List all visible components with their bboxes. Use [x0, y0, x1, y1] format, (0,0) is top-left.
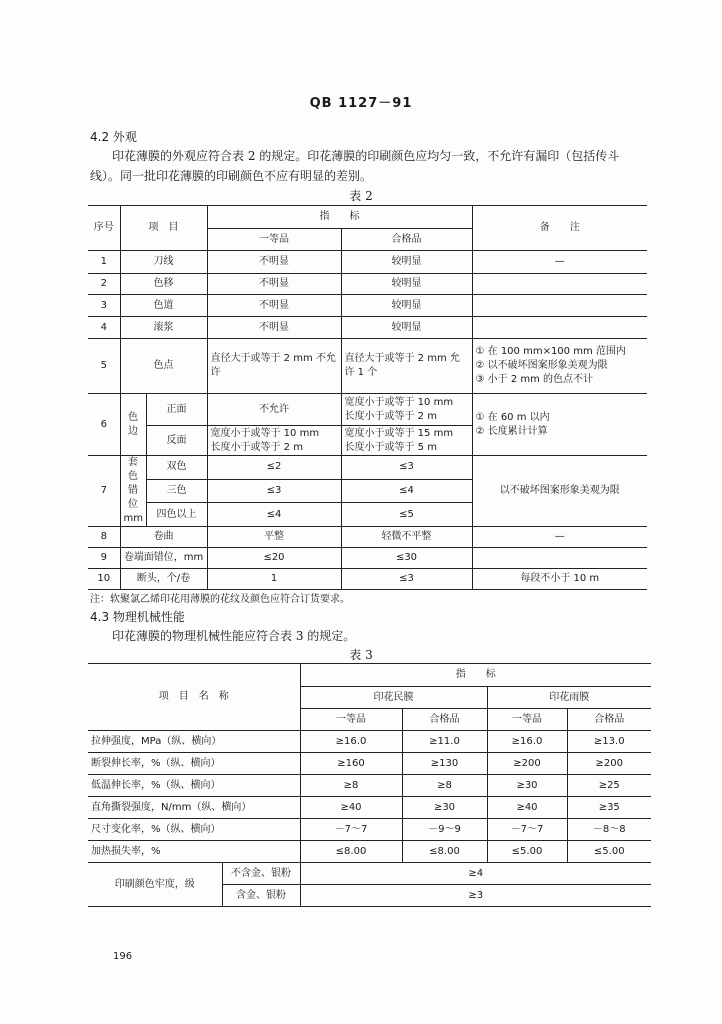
t2-r6-qual2-a: 宽度小于或等于 15 mm: [344, 427, 454, 439]
t2-r8-qual: 轻微不平整: [341, 527, 472, 548]
t2-r7-qual2: ≤4: [341, 479, 472, 503]
t2-r2-item: 色移: [120, 274, 207, 295]
t3-row-value: －8～8: [567, 819, 651, 841]
t3-row-value: ≥35: [567, 797, 651, 819]
t2-r8-first: 平整: [207, 527, 341, 548]
t2-r1-first: 不明显: [207, 251, 341, 274]
page-number: 196: [113, 951, 133, 962]
t3-row-value: ≥200: [567, 753, 651, 775]
t2-r7-qual3: ≤5: [341, 503, 472, 527]
t3-fastness-val2: ≥3: [300, 885, 651, 907]
t3-row-value: ≥40: [487, 797, 567, 819]
t2-r5-first: 直径大于或等于 2 mm 不允许: [207, 339, 341, 394]
t3-row-value: －7～7: [487, 819, 567, 841]
t2-r7-sub3: 四色以上: [146, 503, 207, 527]
t3-row-value: ≥16.0: [300, 731, 402, 753]
t2-r1-no: 1: [88, 251, 120, 274]
table2-caption: 表 2: [349, 189, 373, 203]
section-4-2-line1: 印花薄膜的外观应符合表 2 的规定。印花薄膜的印刷颜色应均匀一致，不允许有漏印（包括传斗: [112, 149, 620, 163]
t2-r5-no: 5: [88, 339, 120, 394]
t2-r7-sub2: 三色: [146, 479, 207, 503]
t3-header-index: 指 标: [300, 664, 651, 687]
t3-row-value: ≤5.00: [567, 841, 651, 863]
t2-r6-first2: [207, 426, 341, 456]
t3-row-name: 断裂伸长率，%（纵、横向）: [88, 753, 300, 775]
t3-header-roof-first: 一等品: [487, 709, 567, 731]
t2-r7-item: [120, 456, 146, 527]
table2-note: 注：软聚氯乙烯印花用薄膜的花纹及颜色应符合订货要求。: [90, 594, 350, 605]
t2-r5-remark-2: ② 以不破坏图案形象美观为限: [475, 360, 608, 371]
t2-r4-first: 不明显: [207, 317, 341, 339]
t2-r4-remark: [472, 317, 647, 339]
t2-r2-first: 不明显: [207, 274, 341, 295]
t2-r5-qual: 直径大于或等于 2 mm 允许 1 个: [341, 339, 472, 394]
t2-header-item: 项 目: [120, 206, 207, 251]
t2-r9-qual: ≤30: [341, 548, 472, 569]
t3-row-value: －9～9: [402, 819, 487, 841]
t2-r6-remark-2: ② 长度累计计算: [475, 425, 548, 437]
t2-r6-sub1: 正面: [146, 394, 207, 426]
t3-row-value: ≥30: [402, 797, 487, 819]
t3-row-value: ≥200: [487, 753, 567, 775]
t3-header-roof: 印花雨膜: [487, 687, 651, 709]
t2-r3-qual: 较明显: [341, 295, 472, 317]
t2-r9-item: 卷端面错位，mm: [120, 548, 207, 569]
t2-r7-first3: ≤4: [207, 503, 341, 527]
section-4-2-heading: 4.2 外观: [90, 130, 137, 144]
t2-r5-remark: [472, 339, 647, 394]
t2-r10-no: 10: [88, 569, 120, 590]
t2-r3-no: 3: [88, 295, 120, 317]
t3-row-value: ≥25: [567, 775, 651, 797]
t2-r8-item: 卷曲: [120, 527, 207, 548]
t3-row-value: ≤8.00: [402, 841, 487, 863]
t2-r6-qual2-b: 长度小于或等于 5 m: [344, 441, 437, 453]
t3-row-name: 低温伸长率，%（纵、横向）: [88, 775, 300, 797]
standard-header: QB 1127－91: [309, 96, 413, 111]
t3-row-value: ≥160: [300, 753, 402, 775]
t3-row-value: ≥11.0: [402, 731, 487, 753]
t2-r6-qual1-a: 宽度小于或等于 10 mm: [344, 396, 454, 408]
t3-row-value: ≥13.0: [567, 731, 651, 753]
t2-r1-item: 刀线: [120, 251, 207, 274]
t2-r9-no: 9: [88, 548, 120, 569]
t3-row-name: 直角撕裂强度，N/mm（纵、横向）: [88, 797, 300, 819]
t2-r4-qual: 较明显: [341, 317, 472, 339]
t2-r6-qual2: [341, 426, 472, 456]
t3-row-value: ≥8: [300, 775, 402, 797]
t2-r3-first: 不明显: [207, 295, 341, 317]
t2-r10-first: 1: [207, 569, 341, 590]
section-4-3-body: [90, 626, 665, 646]
t2-r10-qual: ≤3: [341, 569, 472, 590]
t2-r8-no: 8: [88, 527, 120, 548]
t3-fastness-sub1: 不含金、银粉: [222, 863, 300, 885]
t2-r5-remark-3: ③ 小于 2 mm 的色点不计: [475, 374, 594, 385]
t2-r6-first2-b: 长度小于或等于 2 m: [210, 441, 303, 453]
t2-r6-first1: 不允许: [207, 394, 341, 426]
t2-header-no: 序号: [88, 206, 120, 251]
t2-r9-first: ≤20: [207, 548, 341, 569]
t3-header-item: 项 目 名 称: [88, 664, 300, 731]
t2-r7-first1: ≤2: [207, 456, 341, 480]
t2-r6-item: 色边: [120, 394, 146, 456]
t2-r6-remark-1: ① 在 60 m 以内: [475, 411, 550, 423]
t3-header-roof-qual: 合格品: [567, 709, 651, 731]
t3-header-civil-first: 一等品: [300, 709, 402, 731]
t2-r1-remark: —: [472, 251, 647, 274]
t3-row-value: ≤5.00: [487, 841, 567, 863]
t2-r7-item-2: 错位: [128, 485, 138, 510]
t2-r4-no: 4: [88, 317, 120, 339]
t2-r10-remark: 每段不小于 10 m: [472, 569, 647, 590]
t2-header-qual: 合格品: [341, 229, 472, 251]
t2-header-first: 一等品: [207, 229, 341, 251]
t2-header-remark: 备 注: [472, 206, 647, 251]
t2-r9-remark: [472, 548, 647, 569]
t2-r6-qual1: [341, 394, 472, 426]
t2-r6-remark: [472, 394, 647, 456]
t2-r8-remark: —: [472, 527, 647, 548]
t2-r5-item: 色点: [120, 339, 207, 394]
t3-fastness-name: 印刷颜色牢度，级: [88, 863, 222, 907]
t2-r2-qual: 较明显: [341, 274, 472, 295]
t2-r10-item: 断头，个/卷: [120, 569, 207, 590]
t3-row-name: 尺寸变化率，%（纵、横向）: [88, 819, 300, 841]
t2-r5-remark-1: ① 在 100 mm×100 mm 范围内: [475, 346, 626, 357]
table-2: [88, 205, 647, 590]
t2-r6-no: 6: [88, 394, 120, 456]
t2-r7-item-1: 套色: [128, 457, 138, 482]
t3-header-civil-qual: 合格品: [402, 709, 487, 731]
t3-row-value: ≥40: [300, 797, 402, 819]
t2-r4-item: 滚浆: [120, 317, 207, 339]
section-4-2-body: [90, 146, 665, 186]
t2-r7-first2: ≤3: [207, 479, 341, 503]
t2-r6-sub2: 反面: [146, 426, 207, 456]
t3-header-civil: 印花民膜: [300, 687, 487, 709]
t3-row-value: ≥30: [487, 775, 567, 797]
section-4-3-heading: 4.3 物理机械性能: [90, 610, 185, 624]
t2-r3-item: 色道: [120, 295, 207, 317]
t3-row-value: ≥130: [402, 753, 487, 775]
t2-r7-item-3: mm: [123, 513, 143, 524]
t2-r7-remark: 以不破坏图案形象美观为限: [472, 456, 647, 527]
t3-row-value: －7～7: [300, 819, 402, 841]
section-4-2-line2: 线）。同一批印花薄膜的印刷颜色不应有明显的差别。: [90, 169, 373, 183]
t2-r7-qual1: ≤3: [341, 456, 472, 480]
t2-r1-qual: 较明显: [341, 251, 472, 274]
t3-row-value: ≥16.0: [487, 731, 567, 753]
t3-fastness-sub2: 含金、银粉: [222, 885, 300, 907]
t3-row-name: 加热损失率，%: [88, 841, 300, 863]
t3-fastness-val1: ≥4: [300, 863, 651, 885]
t2-r2-no: 2: [88, 274, 120, 295]
t2-r6-first2-a: 宽度小于或等于 10 mm: [210, 427, 320, 439]
t2-r7-sub1: 双色: [146, 456, 207, 480]
t2-r2-remark: [472, 274, 647, 295]
t2-r7-no: 7: [88, 456, 120, 527]
t3-row-value: ≤8.00: [300, 841, 402, 863]
t3-row-name: 拉伸强度，MPa（纵、横向）: [88, 731, 300, 753]
table-3: [88, 663, 651, 907]
t2-r3-remark: [472, 295, 647, 317]
t2-header-index: 指 标: [207, 206, 472, 229]
section-4-3-line1: 印花薄膜的物理机械性能应符合表 3 的规定。: [112, 629, 356, 643]
table3-caption: 表 3: [349, 648, 373, 662]
t3-row-value: ≥8: [402, 775, 487, 797]
t2-r6-qual1-b: 长度小于或等于 2 m: [344, 410, 437, 422]
